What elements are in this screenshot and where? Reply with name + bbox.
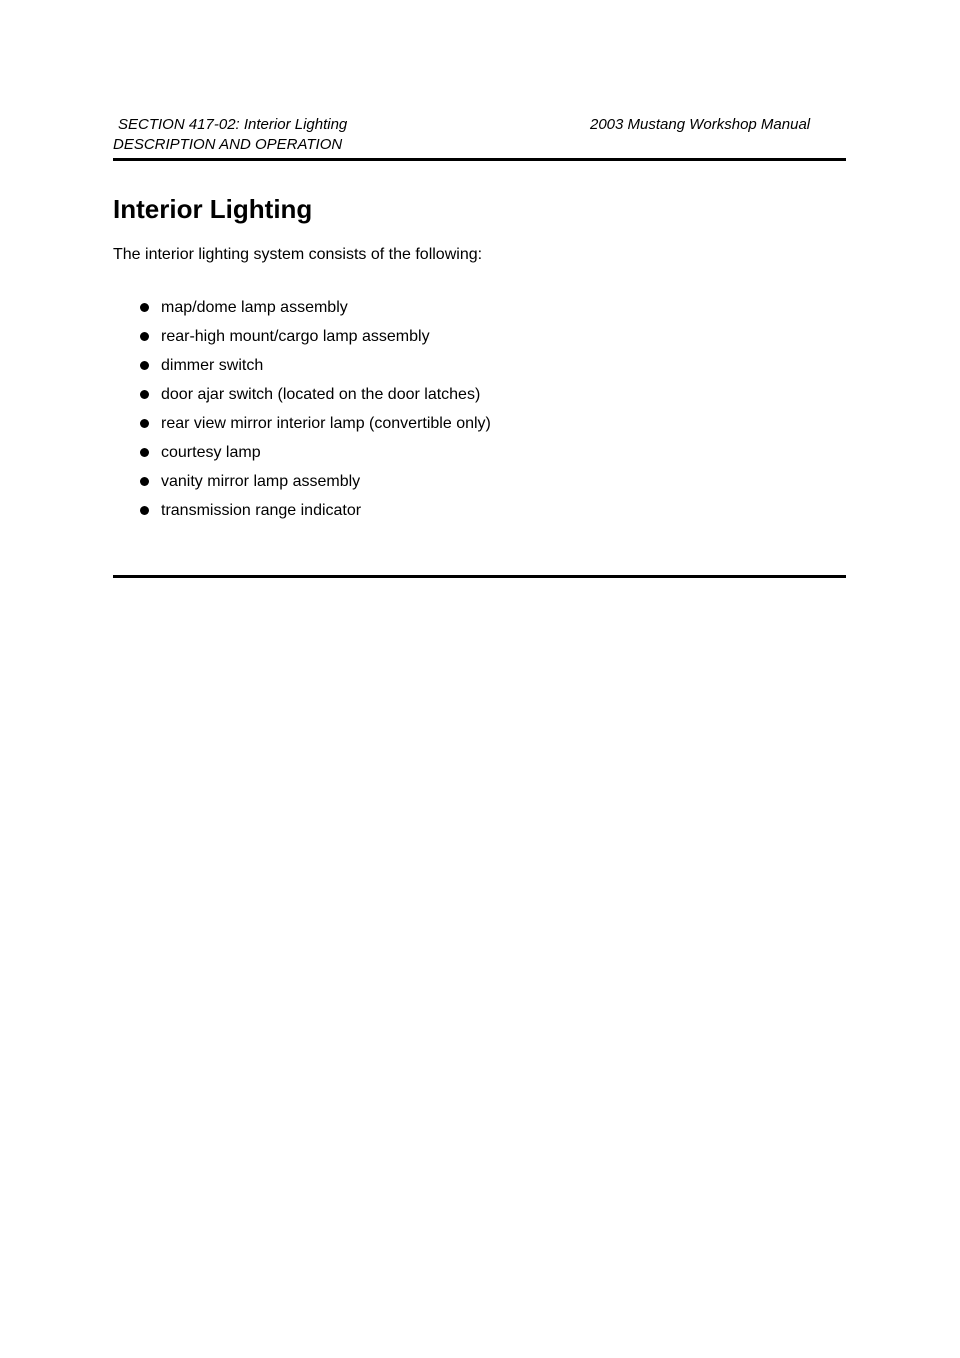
intro-text: The interior lighting system consists of the following: [113,246,483,263]
list-item [140,351,491,380]
section-title: SECTION 417-02: Interior Lighting [118,116,348,133]
list-item [140,496,491,525]
header-divider [113,158,846,161]
list-item [140,467,491,496]
list-item-label: transmission range indicator [161,501,362,519]
bullet-icon [140,390,149,399]
list-item-label: door ajar switch (located on the door latches) [161,385,481,403]
footer-divider [113,575,846,578]
list-item [140,409,491,438]
page-header [113,115,846,163]
list-item-label: rear view mirror interior lamp (convertible only) [161,414,491,432]
page-title: Interior Lighting [113,194,313,224]
list-item [140,322,491,351]
list-item-label: map/dome lamp assembly [161,298,348,316]
section-subtitle: DESCRIPTION AND OPERATION [113,136,343,153]
bullet-icon [140,361,149,370]
bullet-icon [140,419,149,428]
bullet-icon [140,506,149,515]
bullet-icon [140,448,149,457]
list-item [140,293,491,322]
bullet-icon [140,303,149,312]
bullet-icon [140,332,149,341]
list-item-label: dimmer switch [161,356,264,374]
list-item [140,380,491,409]
manual-title: 2003 Mustang Workshop Manual [590,116,811,133]
list-item [140,438,491,467]
list-item-label: courtesy lamp [161,443,261,461]
bullet-icon [140,477,149,486]
list-item-label: vanity mirror lamp assembly [161,472,361,490]
component-list [140,293,491,525]
list-item-label: rear-high mount/cargo lamp assembly [161,327,430,345]
